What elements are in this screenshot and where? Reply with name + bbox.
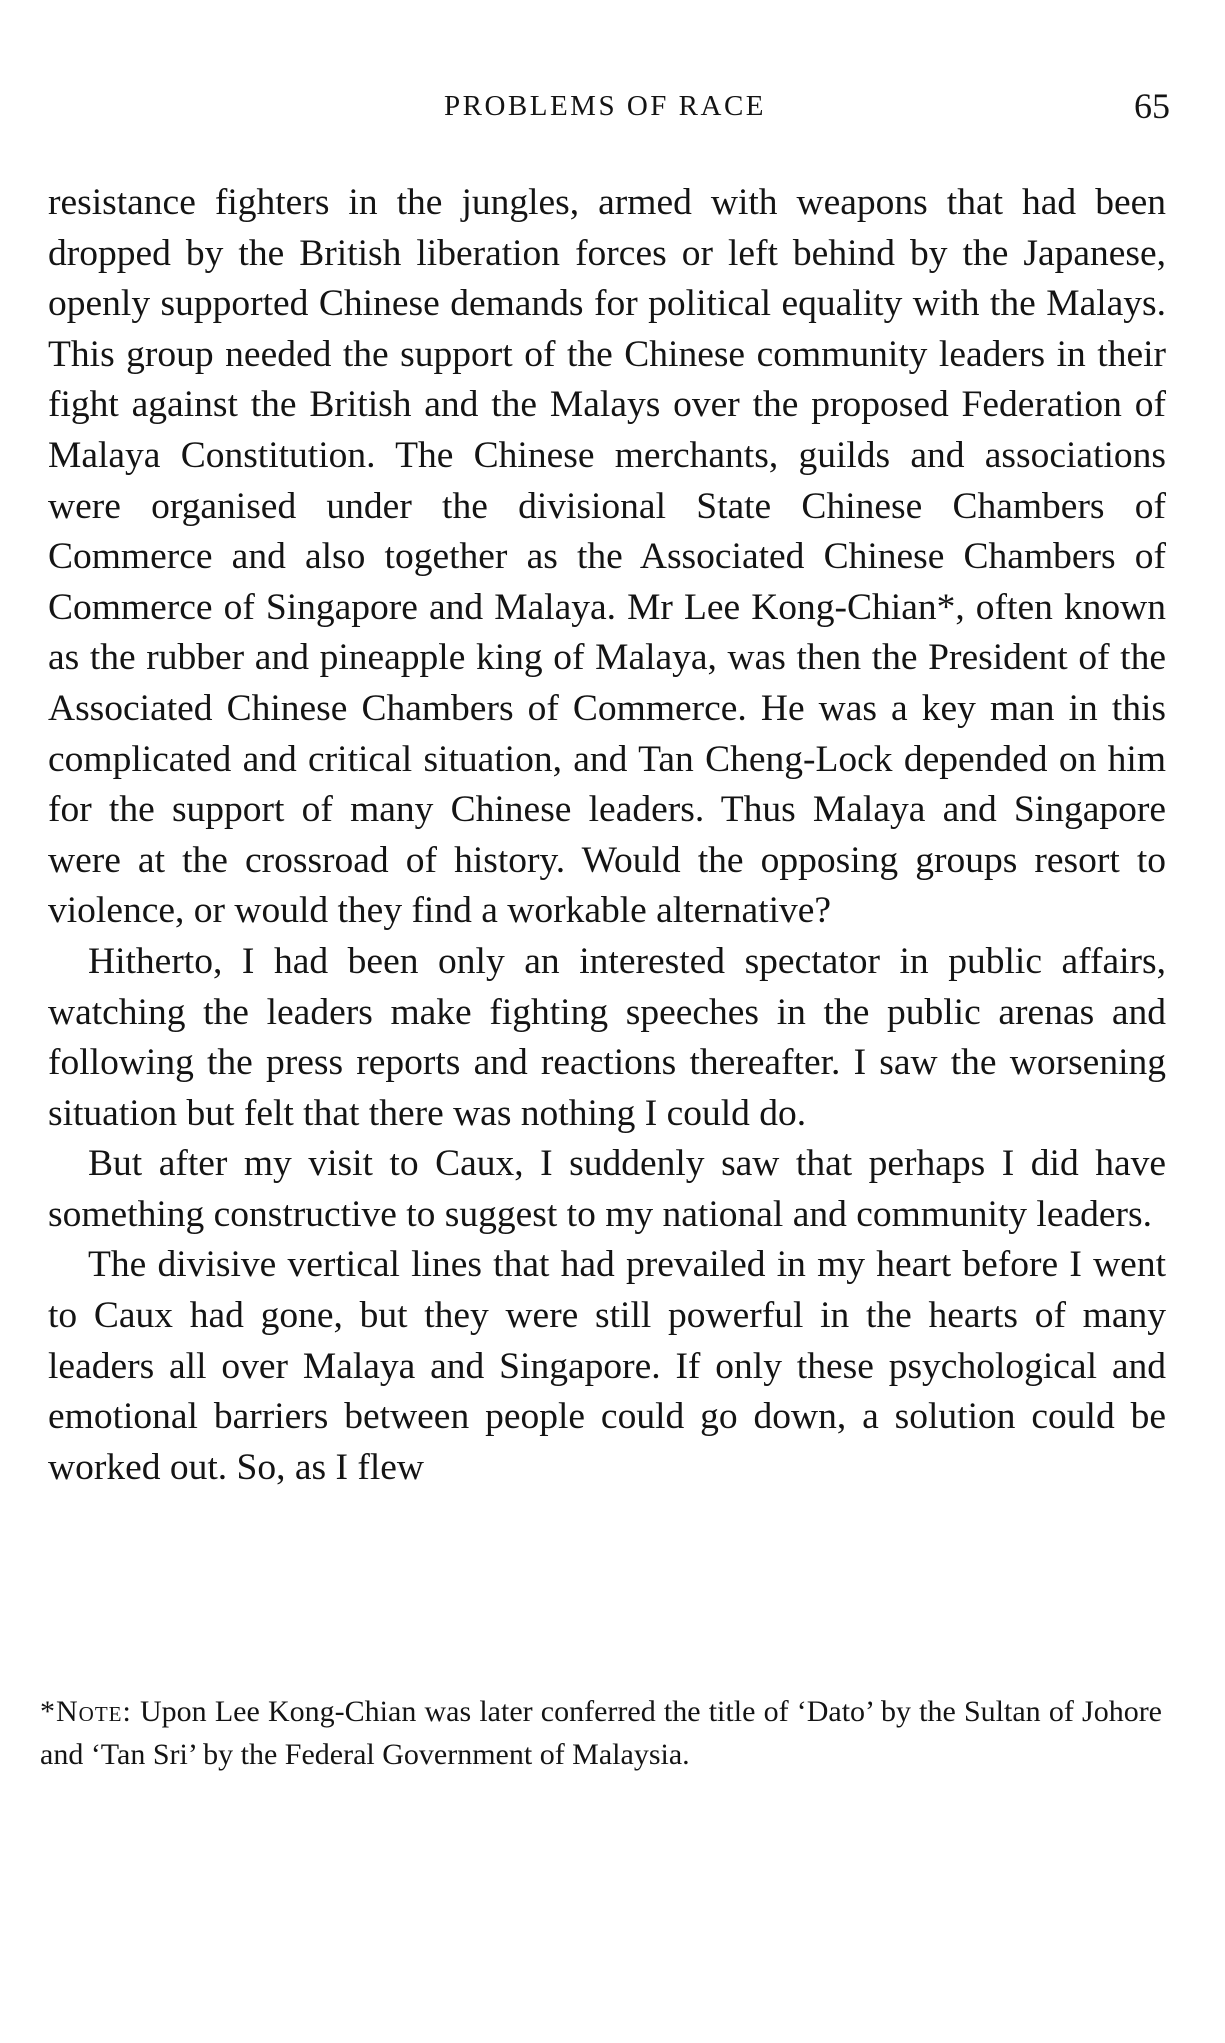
running-title: PROBLEMS OF RACE — [443, 90, 766, 122]
body-text — [48, 178, 1166, 1493]
footnote — [40, 1690, 1162, 1776]
running-head — [40, 78, 1170, 134]
footnote-label: *Note: — [40, 1695, 132, 1728]
paragraph-4: The divisive vertical lines that had prevailed in my heart before I went to Caux had gone, but they were still powerful in the hearts of many leaders all over Malaya and Singapore. If only these psychological and emotional barriers between people could go down, a solution could be worked out. So, as I flew — [48, 1244, 1166, 1488]
page-number: 65 — [1134, 86, 1170, 126]
paragraph-2: Hitherto, I had been only an interested spectator in public affairs, watching the leaders make fighting speeches in the public arenas and following the press reports and reactions thereafter. I saw the worsening situation but felt that there was nothing I could do. — [48, 940, 1166, 1134]
footnote-text: Upon Lee Kong-Chian was later conferred the title of ‘Dato’ by the Sultan of Johore and ‘Tan Sri’ by the Federal Government of Malaysia. — [40, 1695, 1162, 1771]
footnote-paragraph — [40, 1690, 1162, 1776]
paragraph-3: But after my visit to Caux, I suddenly saw that perhaps I did have something constructive to suggest to my national and community leaders. — [48, 1143, 1166, 1235]
paragraph-1: resistance fighters in the jungles, armed with weapons that had been dropped by the British liberation forces or left behind by the Japanese, openly supported Chinese demands for political equality with the Malays. This group needed the support of the Chinese community leaders in their fight against the British and the Malays over the proposed Federation of Malaya Constitution. The Chinese merchants, guilds and associations were organised under the divisional State Chinese Chambers of Commerce and also together as the Associated Chinese Chambers of Commerce of Singapore and Malaya. Mr Lee Kong-Chian*, often known as the rubber and pineapple king of Malaya, was then the President of the Associated Chinese Chambers of Commerce. He was a key man in this complicated and critical situation, and Tan Cheng-Lock depended on him for the support of many Chinese leaders. Thus Malaya and Singapore were at the crossroad of history. Would the opposing groups resort to violence, or would they find a workable alternative? — [48, 182, 1166, 932]
